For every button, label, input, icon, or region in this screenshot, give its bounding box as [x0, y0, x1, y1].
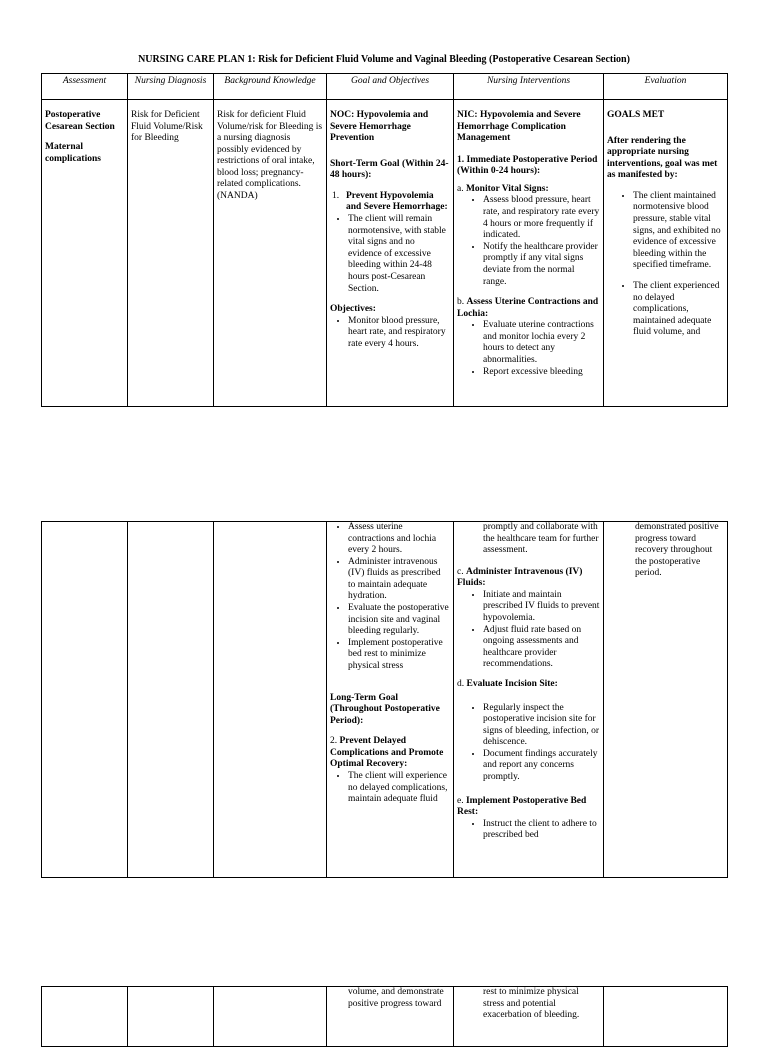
continued-text: rest to minimize physical stress and potential exacerbation of bleeding. [483, 987, 580, 1021]
background-cell [214, 100, 327, 407]
evaluation-cell [604, 522, 728, 878]
list-item: • Evaluate the postoperative incision site and vaginal bleeding regularly. [348, 603, 450, 638]
intervention-heading [457, 796, 600, 819]
goal-cell [327, 100, 454, 407]
diagnosis-cell [128, 987, 214, 1047]
header-evaluation: Evaluation [604, 74, 728, 100]
list-item: • Report excessive bleeding [483, 367, 600, 379]
item-prefix: a. [457, 183, 464, 194]
background-cell [214, 522, 327, 878]
list-item: • Document findings accurately and report any concerns promptly. [483, 749, 600, 784]
intervention-heading [457, 297, 600, 320]
interventions-cell [454, 987, 604, 1047]
goal-item-number: 1. [332, 190, 340, 201]
assessment-cell [42, 987, 128, 1047]
diagnosis-text: Risk for Deficient Fluid Volume/Risk for Bleeding [131, 110, 203, 144]
list-item: • The client will remain normotensive, with stable vital signs and no evidence of excessive bleeding within 24-48 hours post-Cesarean Section. [348, 214, 450, 295]
intervention-heading [457, 679, 600, 691]
short-term-goal-heading: Short-Term Goal (Within 24-48 hours): [330, 158, 449, 181]
list-item: • Evaluate uterine contractions and monitor lochia every 2 hours to detect any abnormalities. [483, 320, 600, 366]
list-item: • Notify the healthcare provider promptly if any vital signs deviate from the normal range. [483, 242, 600, 288]
intervention-heading [457, 184, 600, 196]
item-prefix: e. [457, 795, 464, 806]
item-prefix: d. [457, 678, 465, 689]
goals-met-heading: GOALS MET [607, 110, 665, 120]
item-label: Assess Uterine Contractions and Lochia: [457, 297, 599, 319]
evaluation-intro: After rendering the appropriate nursing interventions, goal was met as manifested by: [607, 135, 718, 181]
item-label: Monitor Vital Signs: [465, 183, 549, 194]
diagnosis-cell [128, 522, 214, 878]
list-item: • Monitor blood pressure, heart rate, and respiratory rate every 4 hours. [348, 316, 450, 351]
diagnosis-cell [128, 100, 214, 407]
goal-cell [327, 987, 454, 1047]
objectives-heading: Objectives: [330, 304, 376, 315]
list-item: • Assess blood pressure, heart rate, and respiratory rate every 4 hours or more frequently if indicated. [483, 195, 600, 241]
header-nursing-diagnosis: Nursing Diagnosis [128, 74, 214, 100]
item-label: Implement Postoperative Bed Rest: [457, 795, 587, 818]
list-item: • Instruct the client to adhere to prescribed bed [483, 819, 600, 842]
table-header-row [42, 74, 728, 100]
interventions-cell [454, 100, 604, 407]
list-item: • Adjust fluid rate based on ongoing assessments and healthcare provider recommendations. [483, 625, 600, 671]
care-plan-table-part-2 [41, 521, 728, 878]
assessment-cell [42, 100, 128, 407]
header-goal-objectives: Goal and Objectives [327, 74, 454, 100]
item-prefix: b. [457, 297, 465, 308]
header-nursing-interventions: Nursing Interventions [454, 74, 604, 100]
assessment-text: Postoperative Cesarean Section [45, 110, 115, 132]
goal-item-number: 2. [330, 736, 338, 747]
list-item: • The client will experience no delayed complications, maintain adequate fluid [348, 771, 450, 806]
background-cell [214, 987, 327, 1047]
item-label: Evaluate Incision Site: [466, 678, 558, 689]
evaluation-cell [604, 987, 728, 1047]
continued-text: volume, and demonstrate positive progress toward [348, 987, 444, 1009]
intervention-heading [457, 567, 600, 590]
list-item: • Implement postoperative bed rest to minimize physical stress [348, 638, 450, 673]
goal-item-text: Prevent Delayed Complications and Promote Optimal Recovery: [330, 736, 444, 770]
table-row [42, 100, 728, 407]
nic-heading: NIC: Hypovolemia and Severe Hemorrhage Complication Management [457, 110, 581, 144]
continued-text: demonstrated positive progress toward recovery throughout the postoperative period. [635, 522, 719, 579]
item-prefix: c. [457, 566, 464, 577]
evaluation-cell [604, 100, 728, 407]
care-plan-table-part-3 [41, 986, 728, 1047]
page-title: NURSING CARE PLAN 1: Risk for Deficient Fluid Volume and Vaginal Bleeding (Postoperative Cesarean Section) [138, 54, 630, 65]
noc-heading: NOC: Hypovolemia and Severe Hemorrhage Prevention [330, 110, 429, 144]
list-item: • Administer intravenous (IV) fluids as prescribed to maintain adequate hydration. [348, 557, 450, 603]
assessment-text: Maternal complications [45, 142, 101, 164]
goal-item [330, 191, 450, 214]
header-assessment: Assessment [42, 74, 128, 100]
goal-item [330, 736, 450, 771]
table-row [42, 987, 728, 1047]
list-item: • The client experienced no delayed complications, maintained adequate fluid volume, and [633, 281, 724, 339]
list-item: • Assess uterine contractions and lochia every 2 hours. [348, 522, 450, 557]
list-item: • Initiate and maintain prescribed IV fluids to prevent hypovolemia. [483, 590, 600, 625]
immediate-heading: 1. Immediate Postoperative Period (Within 0-24 hours): [457, 154, 598, 177]
care-plan-table-part-1 [41, 73, 728, 407]
list-item: • Regularly inspect the postoperative incision site for signs of bleeding, infection, or dehiscence. [483, 703, 600, 749]
table-row [42, 522, 728, 878]
header-background-knowledge: Background Knowledge [214, 74, 327, 100]
assessment-cell [42, 522, 128, 878]
goal-item-text: Prevent Hypovolemia and Severe Hemorrhage: [346, 190, 448, 213]
list-item: • The client maintained normotensive blood pressure, stable vital signs, and exhibited no evidence of excessive bleeding within the specified timeframe. [633, 191, 724, 272]
continued-text: promptly and collaborate with the healthcare team for further assessment. [483, 522, 599, 556]
background-text: Risk for deficient Fluid Volume/risk for Bleeding is a nursing diagnosis possibly evidenced by restrictions of oral intake, blood loss; pregnancy-related complications. (NANDA) [217, 110, 323, 202]
long-term-goal-heading: Long-Term Goal (Throughout Postoperative Period): [330, 692, 440, 726]
item-label: Administer Intravenous (IV) Fluids: [457, 566, 583, 589]
interventions-cell [454, 522, 604, 878]
goal-cell [327, 522, 454, 878]
